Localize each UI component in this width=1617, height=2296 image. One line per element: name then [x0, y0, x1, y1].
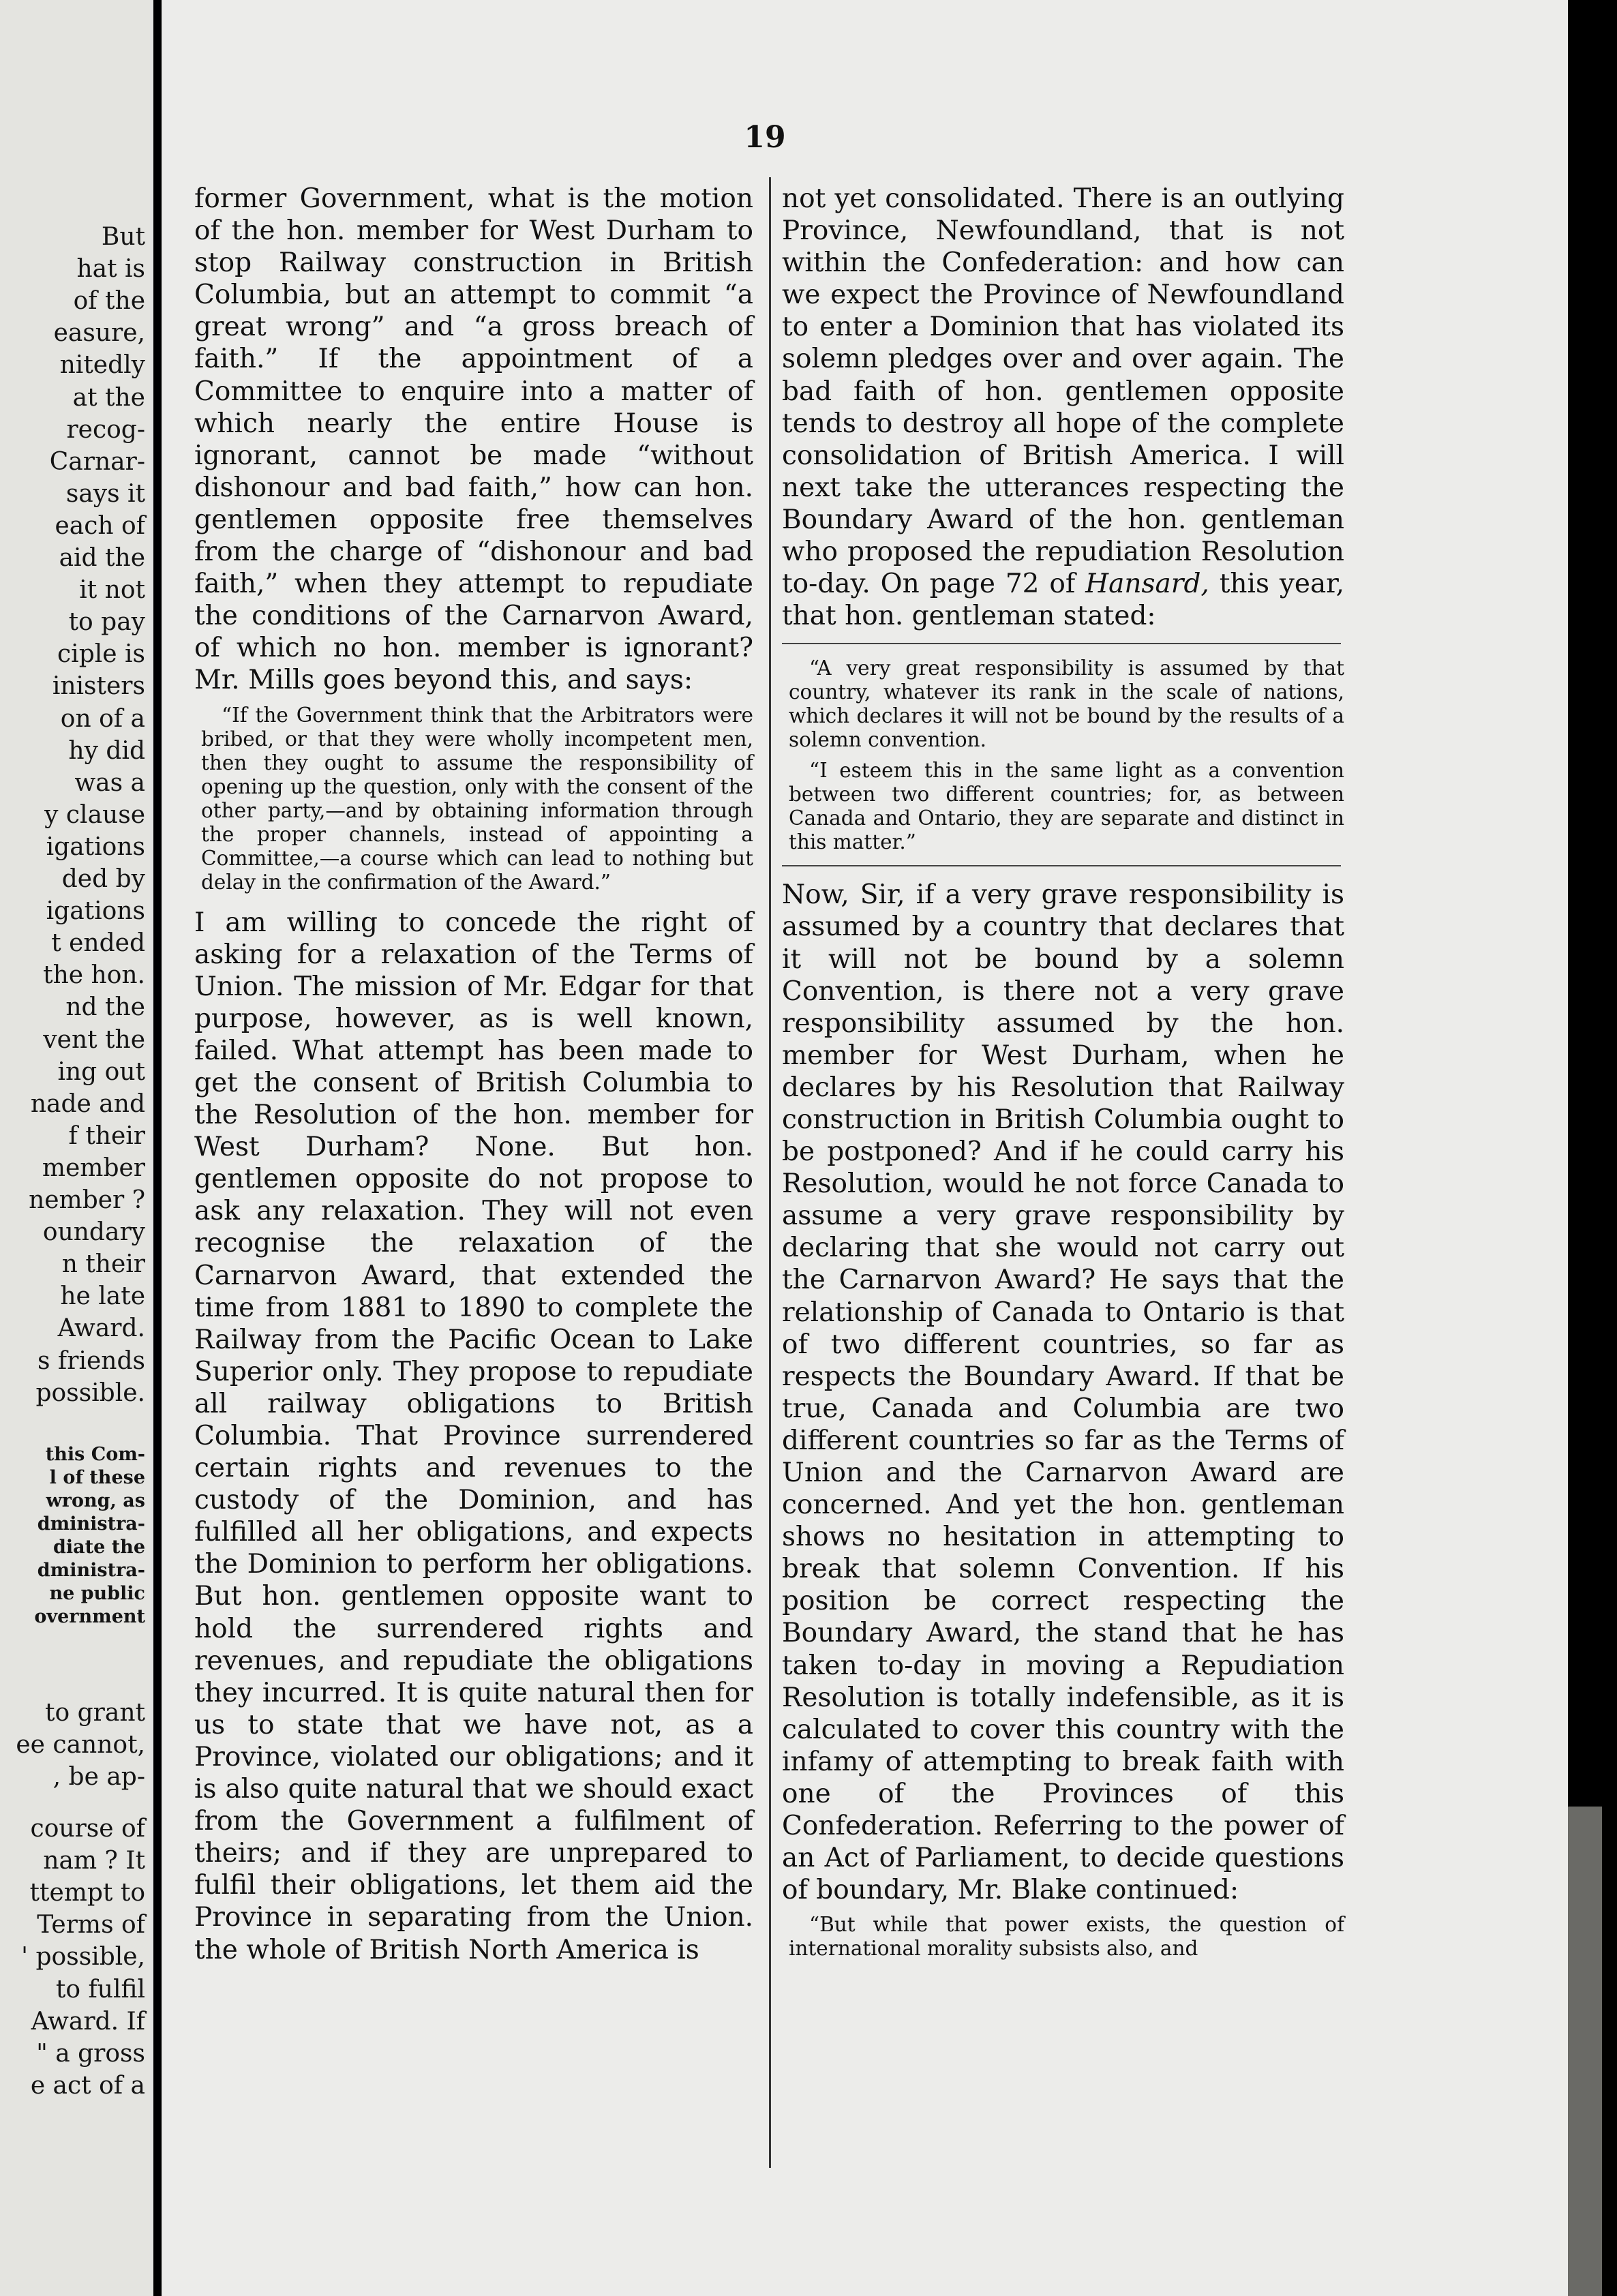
left-paragraph-2: I am willing to concede the right of asking for a relaxation of the Terms of Union. The mission of Mr. Edgar for that purpose, however, as is well known, failed. What attempt has been made to get the consent of British Columbia to the Resolution of the hon. member for West Durham? None. But hon. gentlemen opposite do not propose to ask any relaxation. They will not even recognise the relaxation of the Carnarvon Award, that extended the time from 1881 to 1890 to complete the Railway from the Pacific Ocean to Lake Superior only. They propose to repudiate all railway obligations to British Columbia. That Province surrendered certain rights and revenues to the custody of the Dominion, and has fulfilled all her obligations, and expects the Dominion to perform her obligations. But hon. gentlemen opposite want to hold the surrendered rights and revenues, and repudiate the obligations they incurred. It is quite natural then for us to state that we have not, as a Province, violated our obligations; and it is also quite natural that we should exact from the Government a fulfilment of theirs; and if they are unprepared to fulfil their obligations, let them aid the Province in separating from the Union. the whole of British North America is	[194, 907, 753, 1965]
previous-page-line: f their	[68, 1121, 145, 1150]
previous-page-line: diate the	[53, 1537, 145, 1558]
right-paragraph-2: Now, Sir, if a very grave responsibility is assumed by a country that declares that it will not be bound by a solemn Convention, is there not a very grave responsibility assumed by the hon. member for West Durham, when he declares by his Resolution that Railway construction in British Columbia ought to be postponed? And if he could carry his Resolution, would he not force Canada to assume a very grave responsibility by declaring that she would not carry out the Carnarvon Award? He says that the relationship of Canada to Ontario is that of two different countries, so far as respects the Boundary Award. If that be true, Canada and Columbia are two different countries so far as the Terms of Union and the Carnarvon Award are concerned. And yet the hon. gentleman shows no hesitation in attempting to break that solemn Convention. If his position be correct respecting the Boundary Award, the stand that he has taken to-day in moving a Repudiation Resolution is totally indefensible, as it is calculated to cover this country with the infamy of attempting to break faith with one of the Provinces of this Confederation. Referring to the power of an Act of Parliament, to decide questions of boundary, Mr. Blake continued:	[782, 879, 1344, 1906]
previous-page-line: n their	[61, 1250, 145, 1279]
previous-page-line: of the	[73, 287, 145, 316]
previous-page-line: says it	[65, 479, 145, 508]
hansard-title: Hansard,	[1085, 569, 1209, 600]
right-column	[782, 183, 1344, 1973]
previous-page-line: easure,	[53, 319, 145, 348]
previous-page-line: he late	[60, 1282, 145, 1311]
previous-page-line: Terms of	[37, 1911, 145, 1939]
previous-page-line: igations	[46, 897, 145, 926]
previous-page-line: e act of a	[30, 2071, 145, 2100]
previous-page-line: inisters	[52, 672, 145, 701]
right-paragraph-1	[782, 183, 1344, 632]
previous-page-line: hy did	[68, 736, 145, 765]
previous-page-line: ' possible,	[21, 1943, 145, 1972]
previous-page-line: nd the	[65, 993, 145, 1022]
previous-page-line: Award.	[57, 1314, 145, 1343]
previous-page-line: hat is	[76, 255, 145, 284]
previous-page-line: ing out	[57, 1057, 145, 1086]
previous-page-line: t ended	[51, 929, 145, 958]
previous-page-line: member	[42, 1153, 145, 1182]
previous-page-line: But	[101, 223, 145, 251]
previous-page-line: Carnar-	[49, 447, 145, 476]
quote-divider	[782, 643, 1341, 644]
previous-page-line: igations	[46, 832, 145, 861]
left-paragraph-1: former Government, what is the motion of the hon. member for West Durham to stop Railway construction in British Columbia, but an attempt to commit “a great wrong” and “a gross breach of faith.” If the appointment of a Committee to enquire into a matter of which nearly the entire House is ignorant, cannot be made “without dishonour and bad faith,” how can hon. gentlemen opposite free themselves from the charge of “dishonour and bad faith,” when they attempt to repudiate the conditions of the Carnarvon Award, of which no hon. member is ignorant? Mr. Mills goes beyond this, and says:	[194, 183, 753, 696]
previous-page-line: recog-	[66, 415, 145, 444]
left-quotation: “If the Government think that the Arbitrators were bribed, or that they were wholly incompetent men, then they ought to assume the responsibility of opening up the question, only with the consent of the other party,—and by obtaining information through the proper channels, instead of appointing a Committee,—a course which can lead to nothing but delay in the confirmation of the Award.”	[201, 703, 753, 894]
previous-page-line: l of these	[49, 1467, 145, 1488]
column-rule	[769, 177, 771, 2168]
previous-page-line: each of	[55, 511, 145, 540]
previous-page-line: to pay	[68, 608, 145, 637]
quote-divider-2	[782, 865, 1341, 866]
book-gutter	[153, 0, 162, 2296]
page-number: 19	[744, 120, 786, 155]
previous-page-line: nitedly	[59, 351, 145, 380]
previous-page-line: dministra-	[37, 1560, 145, 1581]
previous-page-line: it not	[79, 576, 145, 605]
right-paragraph-1-end: this year, that hon. gentleman stated:	[782, 569, 1344, 632]
previous-page-line: , be ap-	[52, 1763, 145, 1791]
previous-page-line: nade and	[30, 1089, 145, 1118]
previous-page-line: to grant	[45, 1699, 145, 1727]
previous-page-line: aid the	[59, 544, 145, 572]
previous-page-line: was a	[74, 768, 145, 797]
page	[162, 0, 1568, 2296]
previous-page-line: ded by	[61, 865, 145, 893]
previous-page-line: nam ? It	[43, 1847, 145, 1875]
previous-page-line: " a gross	[36, 2039, 145, 2068]
previous-page-line: oundary	[42, 1218, 145, 1247]
previous-page-margin	[0, 0, 153, 2296]
previous-page-line: ee cannot,	[16, 1731, 145, 1759]
previous-page-line: dministra-	[37, 1513, 145, 1535]
previous-page-line: to fulfil	[55, 1975, 145, 2004]
previous-page-line: vent the	[43, 1025, 145, 1054]
previous-page-line: ciple is	[57, 640, 145, 669]
previous-page-line: on of a	[60, 704, 145, 733]
previous-page-line: nember ?	[29, 1186, 145, 1214]
previous-page-line: possible.	[35, 1378, 145, 1407]
previous-page-line: Award. If	[31, 2007, 145, 2036]
right-quotation-3: “But while that power exists, the question of international morality subsists also, and	[789, 1913, 1344, 1961]
left-column	[194, 183, 753, 1966]
previous-page-line: ne public	[49, 1583, 145, 1604]
previous-page-line: this Com-	[45, 1444, 145, 1465]
previous-page-line: course of	[30, 1815, 145, 1843]
right-paragraph-1-text: not yet consolidated. There is an outlying Province, Newfoundland, that is not within the Confederation: and how can we expect the Province of Newfoundland to enter a Dominion that has violated its solemn pledges over and over again. The bad faith of hon. gentlemen opposite tends to destroy all hope of the complete consolidation of British America. I will next take the utterances respecting the Boundary Award of the hon. gentleman who proposed the repudiation Resolution to-day. On page 72 of	[782, 183, 1344, 600]
previous-page-line: wrong, as	[46, 1490, 145, 1511]
previous-page-line: ttempt to	[29, 1879, 145, 1907]
right-quotation-1: “A very great responsibility is assumed by that country, whatever its rank in the scale of nations, which declares it will not be bound by the results of a solemn convention.	[789, 656, 1344, 752]
right-quotation-2: “I esteem this in the same light as a convention between two different countries; for, as between Canada and Ontario, they are separate and distinct in this matter.”	[789, 759, 1344, 854]
previous-page-line: overnment	[34, 1606, 145, 1627]
previous-page-line: s friends	[37, 1346, 145, 1375]
page-edge-stack	[1568, 1807, 1602, 2296]
previous-page-line: at the	[72, 383, 145, 412]
previous-page-line: the hon.	[43, 961, 145, 990]
previous-page-line: y clause	[44, 800, 145, 829]
